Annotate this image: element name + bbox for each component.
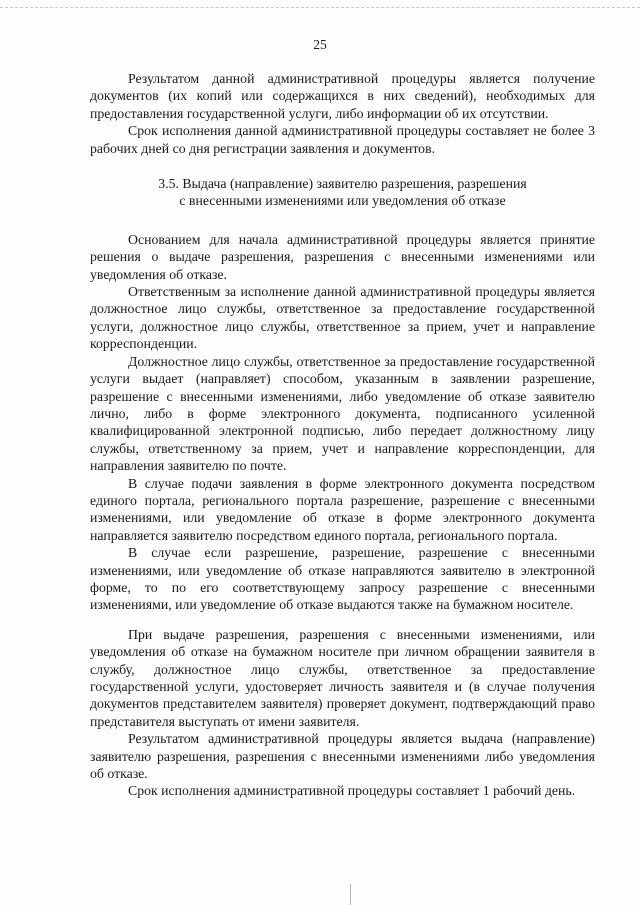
scan-margin-mark (350, 884, 351, 905)
top-edge-rule (0, 7, 640, 8)
paragraph: Срок исполнения данной административной процедуры составляет не более 3 рабочих дней со дня регистрации заявления и документов. (90, 123, 595, 156)
paragraph: В случае подачи заявления в форме электронного документа посредством единого портала, регионального портала разрешение, разрешение с внесенными изменениями, или уведомление об отказе в форме электронного документа направляется заявителю посредством единого портала, регионального портала. (90, 475, 595, 543)
page-number: 25 (313, 37, 327, 52)
paragraph: Основанием для начала административной процедуры является принятие решения о выдаче разрешения, разрешения с внесенными изменениями или уведомления об отказе. (90, 231, 595, 282)
paragraph: Результатом данной административной процедуры является получение документов (их копий или содержащихся в них сведений), необходимых для предоставления государственной услуги, либо информации об их отсутствии. (90, 71, 595, 121)
section-heading (90, 175, 595, 210)
paragraph: Срок исполнения административной процедуры составляет 1 рабочий день. (128, 783, 576, 799)
paragraph: Результатом административной процедуры является выдача (направление) заявителю разрешения, разрешения с внесенными изменениями либо уведомления об отказе. (90, 731, 595, 782)
section-heading-line: с внесенными изменениями или уведомления об отказе (179, 193, 506, 209)
paragraph: Должностное лицо службы, ответственное за предоставление государственной услуги выдает (направляет) способом, указанным в заявлении разрешение, разрешение с внесенными изменениями, либо уведомление об отказе заявителю лично, либо в форме электронного документа, подписанного усиленной квалифицированной электронной подписью, либо передает должностному лицу службы, ответственному за прием, учет и направление корреспонденции, для направления заявителю по почте. (90, 353, 595, 474)
section-heading-line: 3.5. Выдача (направление) заявителю разрешения, разрешения (158, 176, 527, 192)
document-body (90, 70, 595, 800)
paragraph: Ответственным за исполнение данной административной процедуры является должностное лицо службы, ответственное за предоставление государственной услуги, должностное лицо службы, ответственное за прием, учет и направление корреспонденции. (90, 284, 595, 352)
paragraph: В случае если разрешение, разрешение, разрешение с внесенными изменениями, или уведомление об отказе направляются заявителю в электронной форме, то по его соответствующему запросу разрешение с внесенными изменениями, или уведомление об отказе выдаются также на бумажном носителе. (90, 545, 595, 613)
paragraph: При выдаче разрешения, разрешения с внесенными изменениями, или уведомления об отказе на бумажном носителе при личном обращении заявителя в службу, должностное лицо службы, ответственное за предоставление государственной услуги, удостоверяет личность заявителя и (в случае получения документов представителем заявителя) проверяет документ, подтверждающий право представителя выступать от имени заявителя. (90, 626, 595, 729)
